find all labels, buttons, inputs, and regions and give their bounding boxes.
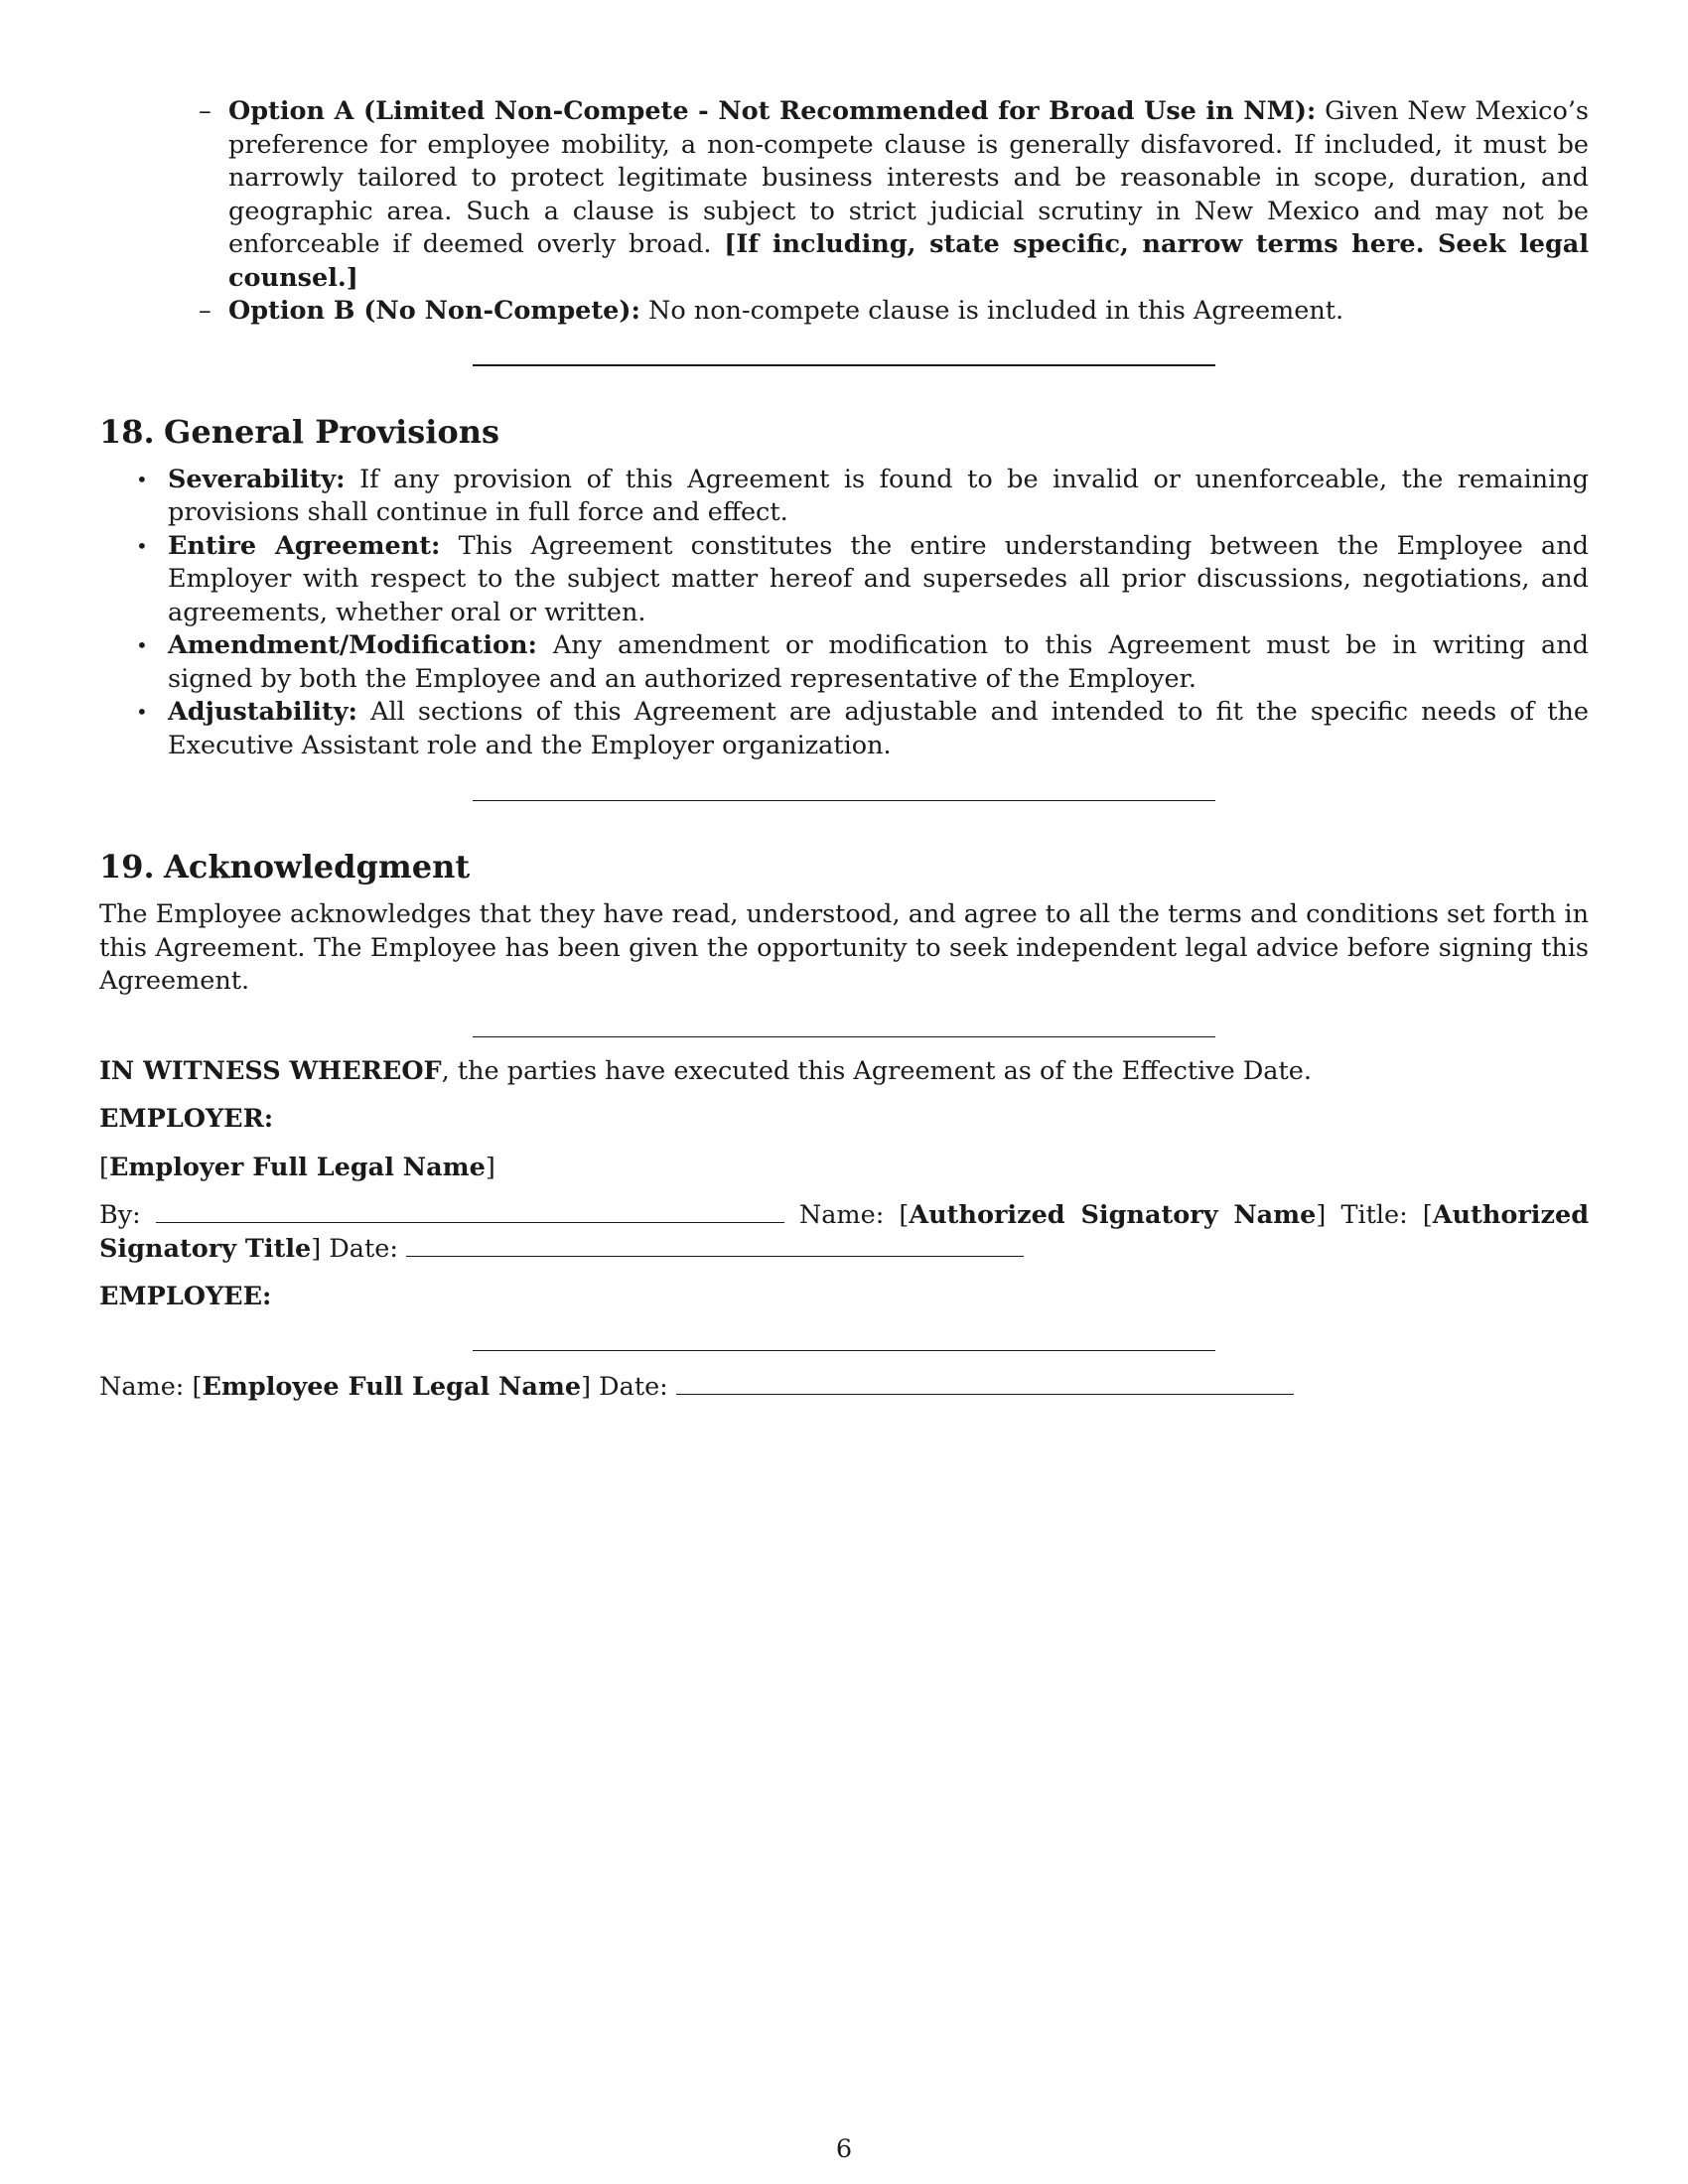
option-a-note: If including, state specific, narrow terms here. Seek legal counsel. bbox=[228, 229, 1590, 293]
employer-signature-line: By: Name: [Authorized Signatory Name] Title: [Authorized Signatory Title] Date: bbox=[99, 1200, 1590, 1264]
list-item: • Amendment/Modification: Any amendment or modification to this Agreement must be in writing and signed by both the Employee and an authorized representative of the Employer. bbox=[136, 630, 1589, 694]
general-provisions-list bbox=[99, 464, 1589, 763]
section-divider bbox=[473, 364, 1215, 366]
page-number: 6 bbox=[835, 2134, 853, 2164]
employee-name-line: Name: [Employee Full Legal Name] Date: bbox=[99, 1371, 1589, 1405]
section-18-heading: 18. General Provisions bbox=[99, 412, 500, 451]
employer-signature-field[interactable] bbox=[156, 1200, 784, 1223]
option-b-text: No non-compete clause is included in this Agreement. bbox=[648, 296, 1344, 326]
list-item: • Entire Agreement: This Agreement constitutes the entire understanding between the Employee and Employer with respect to the subject matter hereof and supersedes all prior discussions, negotiations, and agreements, whether oral or written. bbox=[136, 530, 1589, 627]
employee-heading: EMPLOYEE: bbox=[99, 1282, 272, 1311]
list-item: • Adjustability: All sections of this Agreement are adjustable and intended to fit the specific needs of the Executive Assistant role and the Employer organization. bbox=[136, 697, 1589, 760]
document-page bbox=[99, 95, 1589, 1404]
option-a: – Option A (Limited Non-Compete - Not Recommended for Broad Use in NM): Given New Mexico’s preference for employee mobility, a non-compete clause is generally disfavored. If included, it must be narrowly tailored to protect legitimate business interests and be reasonable in scope, duration, and geographic area. Such a clause is subject to strict judicial scrutiny in New Mexico and may not be enforceable if deemed overly broad. [If including, state specific, narrow terms here. Seek legal counsel.] bbox=[199, 96, 1590, 293]
section-divider bbox=[473, 1036, 1215, 1037]
option-a-label: Option A (Limited Non-Compete - Not Recommended for Broad Use in NM): bbox=[228, 96, 1317, 126]
signatory-title: Authorized Signatory Title bbox=[99, 1200, 1590, 1264]
employee-date-field[interactable] bbox=[676, 1372, 1294, 1395]
witness-statement: IN WITNESS WHEREOF, the parties have executed this Agreement as of the Effective Date. bbox=[99, 1055, 1312, 1086]
option-b-label: Option B (No Non-Compete): bbox=[228, 296, 640, 326]
employer-date-field[interactable] bbox=[406, 1234, 1024, 1257]
option-b: – Option B (No Non-Compete): No non-compete clause is included in this Agreement. bbox=[199, 296, 1344, 326]
section-19-heading: 19. Acknowledgment bbox=[99, 848, 471, 886]
non-compete-options bbox=[99, 95, 1589, 329]
employer-name: [Employer Full Legal Name] bbox=[99, 1152, 495, 1182]
section-divider bbox=[473, 800, 1215, 801]
list-item: • Severability: If any provision of this Agreement is found to be invalid or unenforceable, the remaining provisions shall continue in full force and effect. bbox=[136, 464, 1590, 527]
employer-heading: EMPLOYER: bbox=[99, 1104, 274, 1134]
signatory-name: Authorized Signatory Name bbox=[909, 1200, 1317, 1230]
acknowledgment-text: The Employee acknowledges that they have read, understood, and agree to all the terms and conditions set forth in this Agreement. The Employee has been given the opportunity to seek independent legal advice before signing this Agreement. bbox=[99, 899, 1589, 996]
employee-name: Employee Full Legal Name bbox=[202, 1371, 582, 1402]
employee-signature-field[interactable] bbox=[473, 1350, 1215, 1351]
option-a-text: Given New Mexico’s preference for employee mobility, a non-compete clause is generally disfavored. If included, it must be narrowly tailored to protect legitimate business interests and be reasonable in scope, duration, and geographic area. Such a clause is subject to strict judicial scrutiny in New Mexico and may not be enforceable if deemed overly broad. bbox=[228, 96, 1590, 259]
